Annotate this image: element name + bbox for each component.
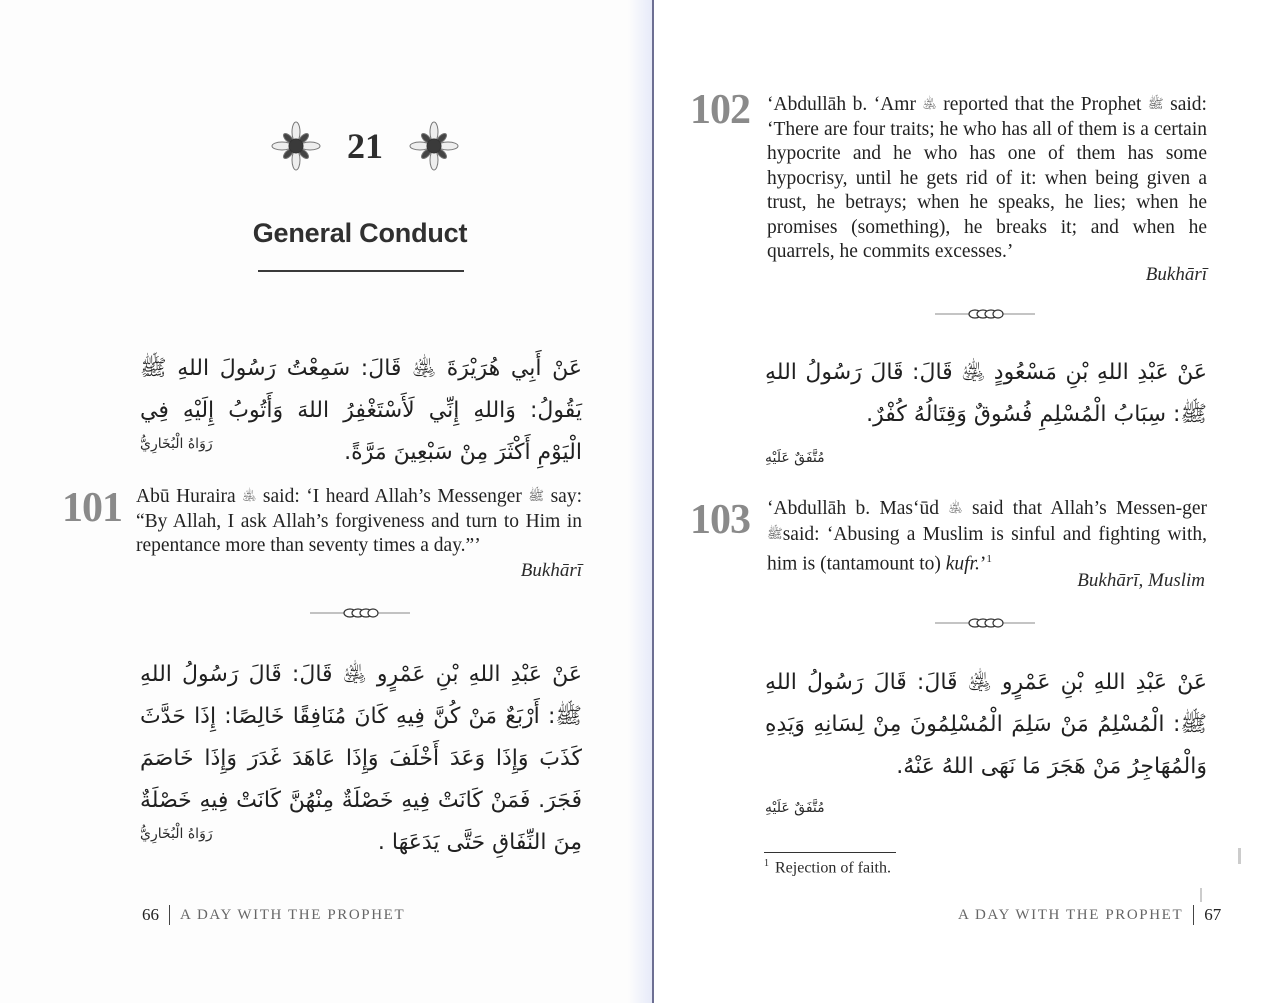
hadith-number-103: 103 bbox=[690, 497, 750, 543]
hadith-text-part: say: “By Allah, I ask Allah’s forgiveness and turn to Him in repentance more than seventy times a day.”’ bbox=[136, 486, 582, 556]
footnote bbox=[764, 858, 891, 877]
scan-mark bbox=[1238, 848, 1241, 864]
hadith-text-part: said: ‘I heard Allah’s Messenger bbox=[256, 486, 529, 507]
footnote-rule bbox=[764, 852, 896, 853]
page-number: 67 bbox=[1204, 905, 1222, 924]
arabic-source-101: رَوَاهُ الْبُخَارِيُّ bbox=[140, 436, 213, 452]
left-page-footer bbox=[142, 905, 405, 925]
hadith-text-part: ’ bbox=[979, 553, 987, 575]
hadith-text-part: said: ‘There are four traits; he who has all of them is a certain hypocrite and he who has one of them has some hypocrisy, until he gets rid of it: when being given a trust, he betrays; when he speaks, he lies; when he promises (something), he breaks it; and when he quarrels, he commits excesses.’ bbox=[767, 94, 1207, 262]
arabic-source-102: رَوَاهُ الْبُخَارِيُّ bbox=[140, 826, 213, 842]
running-title: A DAY WITH THE PROPHET bbox=[958, 906, 1184, 923]
chapter-title: General Conduct bbox=[252, 218, 468, 248]
arabic-hadith-102: عَنْ عَبْدِ اللهِ بْنِ عَمْرٍو ﵁ قَالَ: قَالَ رَسُولُ اللهِ ﷺ: أَرْبَعٌ مَنْ كُنَّ فِيهِ كَانَ مُنَافِقًا خَالِصًا: إِذَا حَدَّثَ كَذَبَ وَإِذَا وَعَدَ أَخْلَفَ وَإِذَا عَاهَدَ غَدَرَ وَإِذَا خَاصَمَ فَجَرَ. فَمَنْ كَانَتْ فِيهِ خَصْلَةٌ مِنْهُنَّ كَانَتْ فِيهِ خَصْلَةٌ مِنَ النِّفَاقِ حَتَّى يَدَعَهَا . bbox=[140, 662, 582, 855]
honorific-icon: ﷺ bbox=[767, 525, 783, 541]
gutter-shadow bbox=[628, 0, 652, 1003]
chapter-number: 21 bbox=[347, 126, 383, 166]
hadith-text-part: said: ‘Abusing a Muslim is sinful and fighting with, him is (tantamount to) bbox=[767, 523, 1207, 575]
scan-mark bbox=[1200, 888, 1202, 902]
chapter-heading bbox=[270, 118, 460, 174]
arabic-hadith-103: عَنْ عَبْدِ اللهِ بْنِ مَسْعُودٍ ﵁ قَالَ: قَالَ رَسُولُ اللهِ ﷺ: سِبَابُ الْمُسْلِمِ فُسُوقٌ وَقِتَالُهُ كُفْرٌ. bbox=[765, 360, 1207, 427]
hadith-italic-term: kufr. bbox=[945, 553, 980, 575]
running-title: A DAY WITH THE PROPHET bbox=[180, 906, 406, 923]
title-underline bbox=[258, 270, 464, 272]
arabic-source-104: مُتَّفَقٌ عَلَيْهِ bbox=[765, 800, 825, 816]
hadith-text-part: said that Allah’s Messen-ger bbox=[962, 498, 1207, 519]
knot-divider-icon bbox=[935, 616, 1035, 630]
hadith-source-101: Bukhārī bbox=[520, 560, 582, 581]
hadith-number-101: 101 bbox=[62, 485, 122, 531]
hadith-text-103 bbox=[767, 496, 1207, 577]
footnote-reference[interactable]: 1 bbox=[986, 553, 992, 565]
hadith-text-part: reported that the Prophet bbox=[936, 94, 1148, 115]
arabic-source-103: مُتَّفَقٌ عَلَيْهِ bbox=[765, 450, 825, 466]
honorific-icon: ﵁ bbox=[948, 500, 963, 515]
hadith-source-102: Bukhārī bbox=[1145, 264, 1207, 285]
hadith-text-102 bbox=[767, 92, 1207, 265]
hadith-text-part: ‘Abdullāh b. ‘Amr bbox=[767, 94, 923, 115]
footnote-text: Rejection of faith. bbox=[775, 859, 891, 877]
folio-separator bbox=[169, 905, 170, 925]
hadith-text-part: ‘Abdullāh b. Mas‘ūd bbox=[767, 498, 949, 519]
hadith-text-part: Abū Huraira bbox=[136, 486, 236, 507]
star-ornament-icon bbox=[408, 120, 460, 172]
arabic-hadith-104: عَنْ عَبْدِ اللهِ بْنِ عَمْرٍو ﵁ قَالَ: قَالَ رَسُولُ اللهِ ﷺ: الْمُسْلِمُ مَنْ سَلِمَ الْمُسْلِمُونَ مِنْ لِسَانِهِ وَيَدِهِ وَالْمُهَاجِرُ مَنْ هَجَرَ مَا نَهَى اللهُ عَنْهُ. bbox=[765, 670, 1207, 779]
honorific-icon: ﷺ bbox=[1147, 96, 1164, 111]
page-number: 66 bbox=[142, 905, 159, 924]
honorific-icon: ﷺ bbox=[528, 488, 545, 503]
honorific-icon: ﵁ bbox=[242, 488, 257, 503]
knot-divider-icon bbox=[935, 307, 1035, 321]
hadith-number-102: 102 bbox=[690, 87, 750, 133]
hadith-text-101 bbox=[136, 484, 582, 559]
footnote-marker: 1 bbox=[764, 858, 769, 869]
folio-separator bbox=[1193, 905, 1194, 925]
knot-divider-icon bbox=[310, 606, 410, 620]
right-page-footer bbox=[958, 905, 1221, 925]
star-ornament-icon bbox=[270, 120, 322, 172]
honorific-icon: ﵁ bbox=[922, 96, 937, 111]
hadith-source-103: Bukhārī, Muslim bbox=[1077, 570, 1205, 591]
arabic-hadith-101: عَنْ أَبِي هُرَيْرَةَ ﵁ قَالَ: سَمِعْتُ رَسُولَ اللهِ ﷺ يَقُولُ: وَاللهِ إِنِّي لَأَسْتَغْفِرُ اللهَ وَأَتُوبُ إِلَيْهِ فِي الْيَوْمِ أَكْثَرَ مِنْ سَبْعِينَ مَرَّةً. bbox=[140, 356, 582, 465]
